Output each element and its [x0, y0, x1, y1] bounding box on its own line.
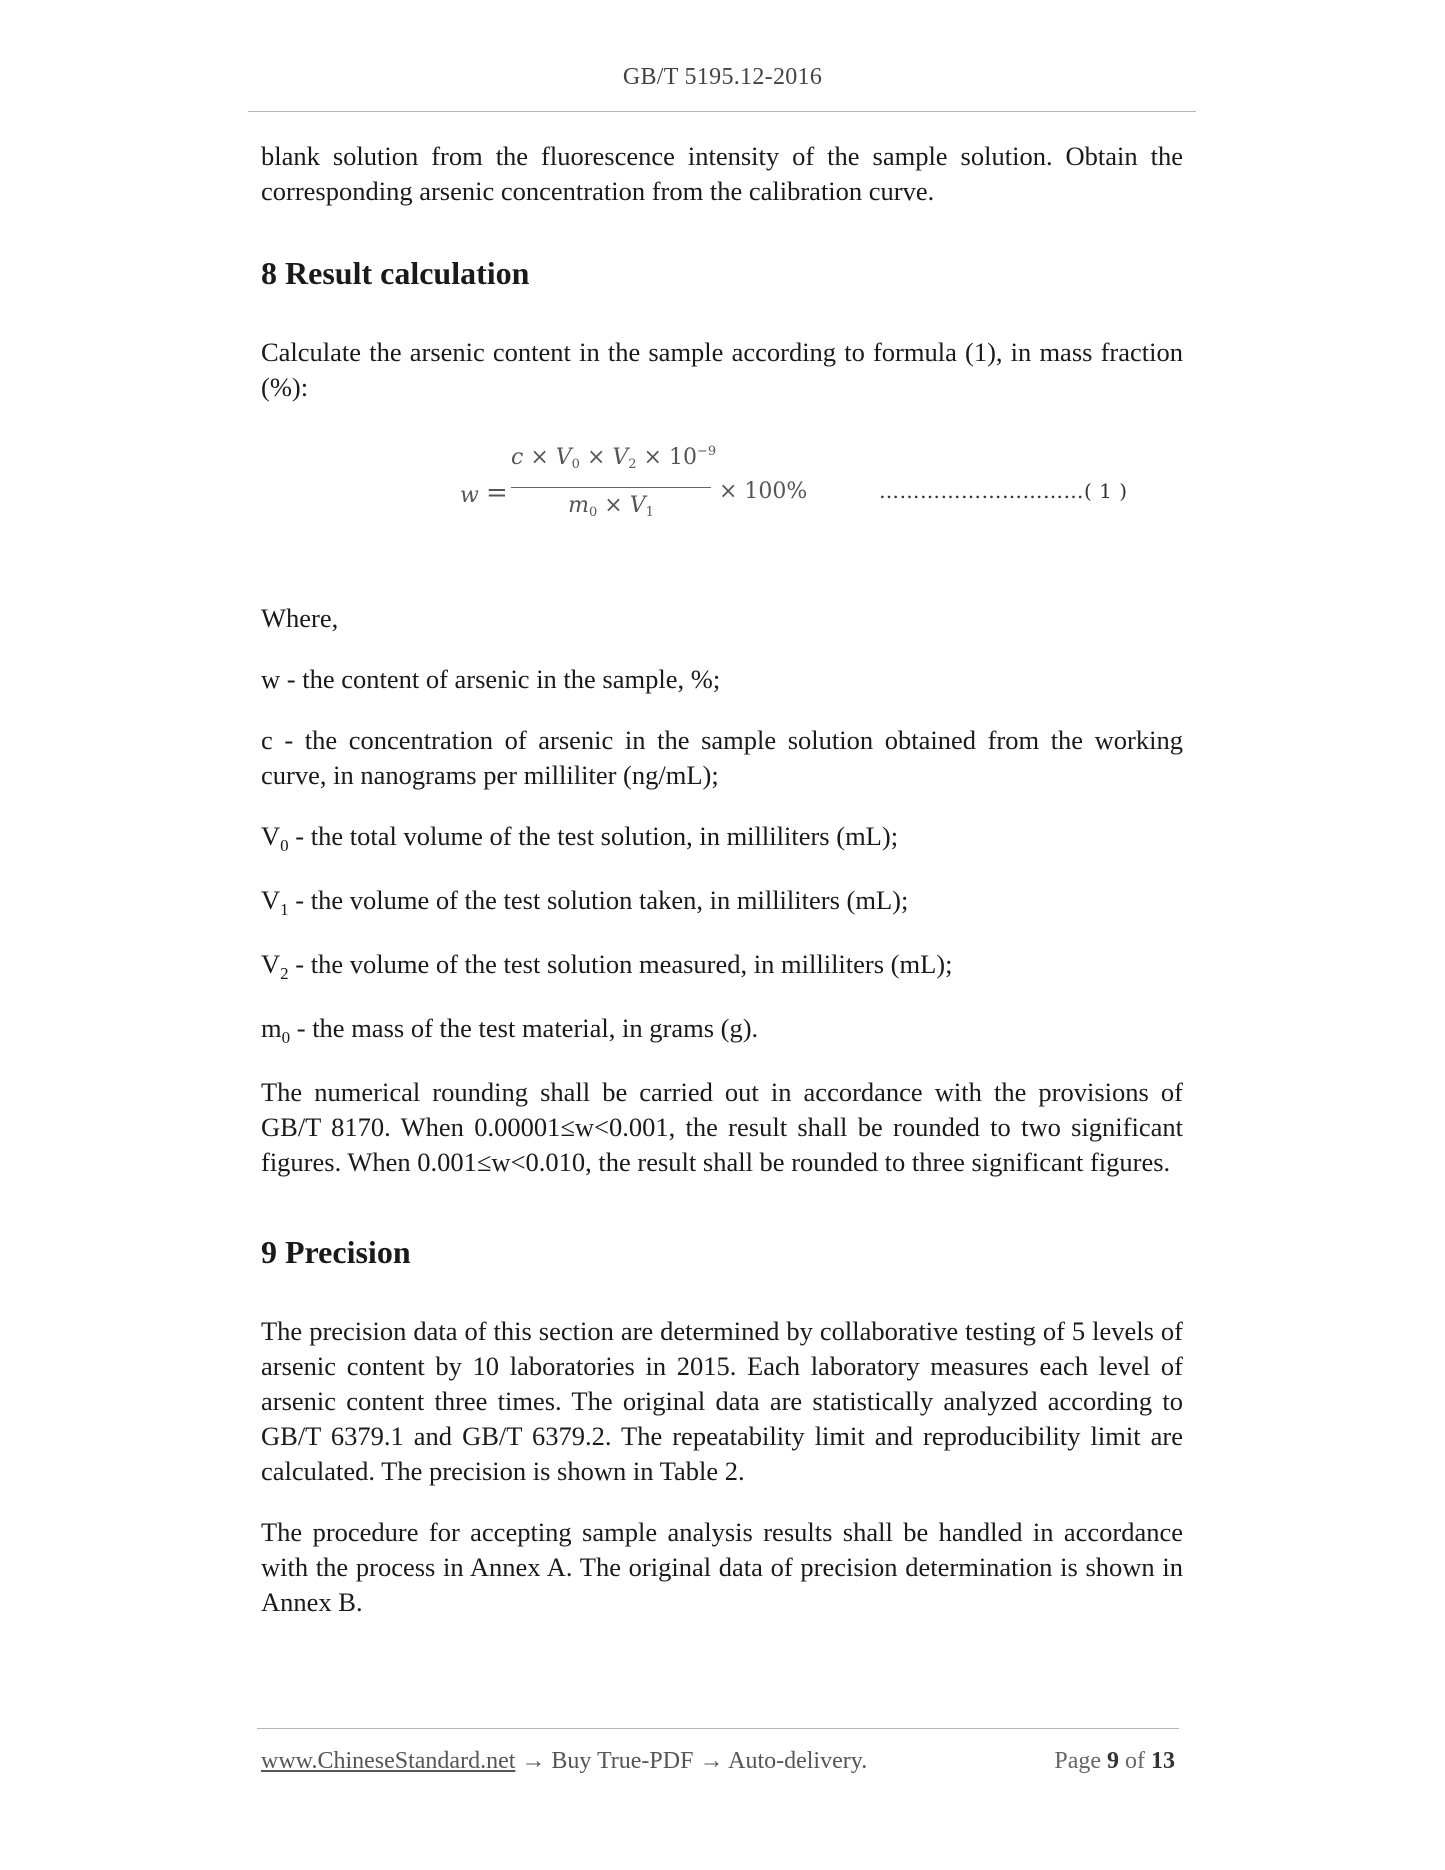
- page-total: 13: [1151, 1748, 1175, 1774]
- footer-link-text: [261, 1748, 867, 1775]
- formula-1: [261, 445, 1183, 565]
- definition-v2: $V_2$ - the volume of the test solution measured, in milliliters (mL);: [261, 949, 953, 983]
- calculation-paragraph: Calculate the arsenic content in the sample according to formula (1), in mass fraction (%):: [261, 337, 1183, 402]
- procedure-paragraph: The procedure for accepting sample analysis results shall be handled in accordance with the process in Annex A. The original data of precision determination is shown in Annex B.: [261, 1517, 1183, 1617]
- footer-tagline: → Buy True-PDF → Auto-delivery.: [515, 1748, 868, 1774]
- page-number: 9: [1107, 1748, 1119, 1774]
- definition-m0: $m_0$ - the mass of the test material, in grams (g).: [261, 1013, 759, 1047]
- formula-number: …………………………( 1 ): [879, 479, 1128, 503]
- header-standard-number: GB/T 5195.12-2016: [622, 64, 823, 90]
- rounding-paragraph: The numerical rounding shall be carried out in accordance with the provisions of GB/T 8170. When 0.00001≤w<0.001, the result shall be rounded to two significant figures. When 0.001≤w<0.010, the result shall be rounded to three significant figures.: [261, 1077, 1183, 1177]
- footer-divider: [257, 1728, 1179, 1729]
- definition-w: w - the content of arsenic in the sample, %;: [261, 664, 721, 694]
- where-label: Where,: [261, 603, 339, 633]
- section-heading-precision: 9 Precision: [261, 1234, 411, 1270]
- formula-numerator: $c \times V0 \times V2 \times 10^{-9}$: [511, 444, 717, 472]
- page-indicator: Page 9 of 13: [1054, 1748, 1175, 1774]
- definition-c: c - the concentration of arsenic in the sample solution obtained from the working curve, in nanograms per milliliter (ng/mL);: [261, 725, 1183, 790]
- formula-percent-factor: × 100%: [719, 479, 808, 504]
- section-heading-result-calculation: 8 Result calculation: [261, 255, 530, 291]
- page-content: [261, 139, 1183, 1620]
- formula-equals: =: [486, 478, 508, 508]
- intro-paragraph: blank solution from the fluorescence intensity of the sample solution. Obtain the corresponding arsenic concentration from the calibration curve.: [261, 141, 1183, 206]
- site-link[interactable]: www.ChineseStandard.net: [261, 1748, 516, 1774]
- precision-paragraph: The precision data of this section are determined by collaborative testing of 5 levels of arsenic content by 10 laboratories in 2015. Each laboratory measures each level of arsenic content three times. The original data are statistically analyzed according to GB/T 6379.1 and GB/T 6379.2. The repeatability limit and reproducibility limit are calculated. The precision is shown in Table 2.: [261, 1316, 1183, 1486]
- header-divider: [248, 111, 1196, 112]
- formula-denominator: m0 × V1: [568, 493, 654, 520]
- definition-v0: $V_0$ - the total volume of the test solution, in milliliters (mL);: [261, 821, 899, 855]
- formula-fraction-bar: [511, 487, 711, 488]
- formula-lhs: w: [460, 483, 479, 508]
- definition-v1: $V_1$ - the volume of the test solution taken, in milliliters (mL);: [261, 885, 909, 919]
